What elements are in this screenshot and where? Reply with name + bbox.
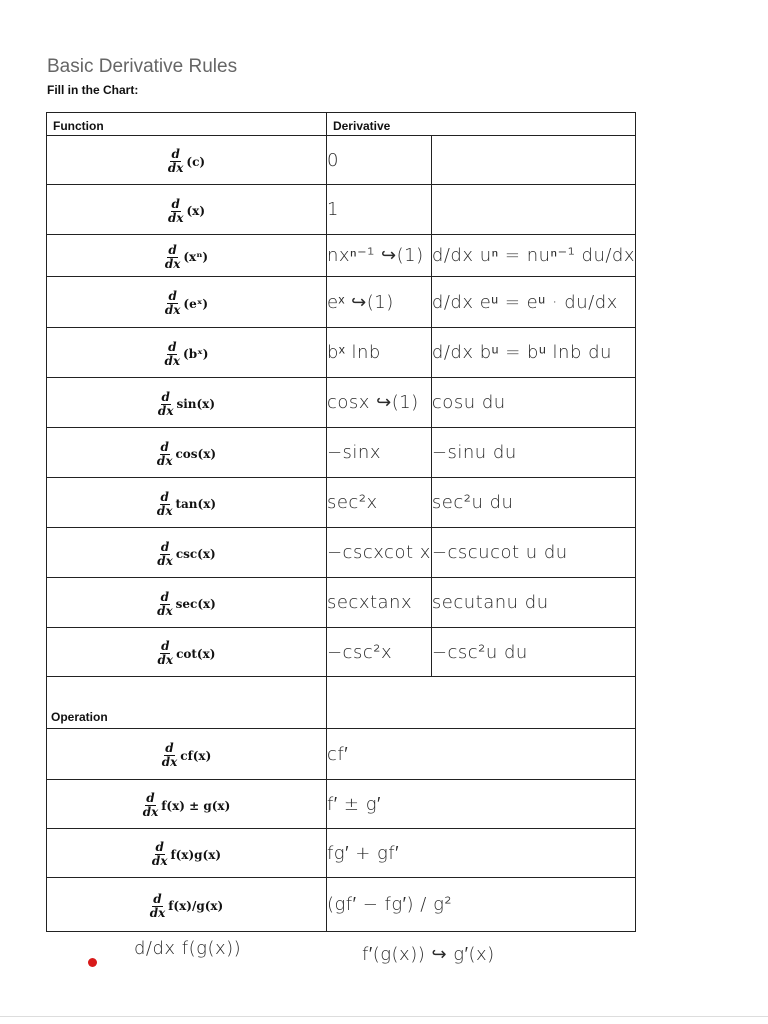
table-row — [47, 578, 636, 628]
fraction-denominator: dx — [157, 603, 173, 618]
page-title: Basic Derivative Rules — [47, 56, 238, 77]
function-argument: csc(x) — [175, 547, 216, 561]
empty-cell — [326, 677, 635, 729]
fraction-denominator: dx — [142, 805, 159, 819]
operation-answer: fg′ + gf′ — [326, 829, 635, 878]
derivative-header: Derivative — [326, 113, 635, 136]
derivative-operator — [157, 541, 215, 567]
function-argument: cot(x) — [176, 646, 216, 661]
fraction-denominator: dx — [151, 854, 168, 868]
fraction-denominator: dx — [156, 453, 173, 468]
function-argument: f(x)g(x) — [170, 847, 222, 862]
derivative-operator — [157, 591, 216, 617]
function-argument: f(x)/g(x) — [168, 899, 224, 913]
fraction-denominator: dx — [164, 303, 181, 317]
table-row — [47, 729, 636, 780]
table-row — [47, 378, 636, 428]
chain-rule-answer: secutanu du — [431, 578, 635, 628]
function-expression — [47, 780, 327, 829]
chart-header-row — [47, 113, 636, 136]
chain-rule-expression: d/dx f(g(x)) — [134, 938, 242, 959]
derivative-operator — [157, 441, 216, 467]
derivative-answer: eˣ ↪(1) — [326, 277, 431, 328]
function-expression — [47, 478, 327, 528]
chain-rule-answer: d/dx uⁿ = nuⁿ⁻¹ du/dx — [431, 235, 635, 277]
fraction-numerator: d — [165, 741, 174, 756]
operation-answer: (gf′ − fg′) / g² — [326, 878, 635, 932]
function-argument: tan(x) — [175, 497, 217, 511]
table-row — [47, 428, 636, 478]
function-argument: (xⁿ) — [183, 250, 209, 264]
operation-header-row — [47, 677, 636, 729]
function-expression — [47, 136, 327, 185]
fraction-numerator: d — [161, 639, 170, 654]
fraction-numerator: d — [161, 389, 170, 404]
derivative-answer: sec²x — [326, 478, 431, 528]
chain-rule-answer: −csc²u du — [431, 628, 635, 677]
chain-rule-answer: sec²u du — [431, 478, 635, 528]
function-expression — [47, 277, 327, 328]
derivative-operator — [162, 742, 212, 768]
chain-rule-answer — [431, 136, 635, 185]
fraction-numerator: d — [168, 339, 177, 354]
function-expression — [47, 378, 327, 428]
fraction-denominator: dx — [157, 653, 174, 667]
fraction-denominator: dx — [157, 553, 173, 568]
function-argument: (eˣ) — [183, 296, 209, 311]
table-row — [47, 528, 636, 578]
fraction-denominator: dx — [161, 755, 178, 769]
function-expression — [47, 878, 327, 932]
function-argument: cf(x) — [180, 748, 212, 763]
fraction-numerator: d — [155, 840, 164, 855]
function-expression — [47, 428, 327, 478]
table-row — [47, 185, 636, 235]
function-expression — [47, 328, 327, 378]
fraction-denominator: dx — [156, 503, 173, 518]
table-row — [47, 780, 636, 829]
fraction-numerator: d — [160, 489, 169, 504]
chart-instruction: Fill in the Chart: — [47, 83, 139, 97]
fraction-numerator: d — [153, 891, 162, 906]
derivative-answer: secxtanx — [326, 578, 431, 628]
fraction-numerator: d — [171, 147, 180, 162]
function-argument: f(x) ± g(x) — [161, 798, 231, 813]
function-argument: (c) — [186, 154, 206, 169]
fraction-denominator: dx — [149, 905, 166, 920]
fraction-denominator: dx — [167, 210, 184, 225]
table-row — [47, 478, 636, 528]
derivative-operator — [150, 893, 224, 919]
derivative-operator — [158, 391, 215, 417]
fraction-numerator: d — [168, 289, 177, 304]
function-argument: cos(x) — [175, 447, 217, 461]
function-expression — [47, 528, 327, 578]
chain-rule-answer: d/dx eᵘ = eᵘ · du/dx — [431, 277, 635, 328]
fraction-denominator: dx — [164, 256, 181, 271]
fraction-numerator: d — [171, 196, 180, 211]
function-expression — [47, 235, 327, 277]
derivative-answer: −csc²x — [326, 628, 431, 677]
table-row — [47, 829, 636, 878]
chain-rule-answer: d/dx bᵘ = bᵘ lnb du — [431, 328, 635, 378]
fraction-numerator: d — [160, 589, 170, 604]
derivative-operator — [157, 491, 216, 517]
fraction-denominator: dx — [167, 161, 184, 175]
derivative-operator — [152, 841, 221, 867]
fraction-denominator: dx — [157, 403, 174, 418]
derivative-answer: 1 — [326, 185, 431, 235]
fraction-numerator: d — [160, 539, 170, 554]
operation-answer: f′ ± g′ — [326, 780, 635, 829]
table-row — [47, 136, 636, 185]
page-edge — [0, 1016, 768, 1017]
function-header: Function — [47, 113, 327, 136]
chain-rule-answer — [431, 185, 635, 235]
derivative-operator — [164, 341, 208, 367]
operation-answer: cf′ — [326, 729, 635, 780]
function-expression — [47, 829, 327, 878]
derivative-operator — [165, 244, 208, 270]
table-row — [47, 277, 636, 328]
table-row — [47, 328, 636, 378]
derivative-answer: bˣ lnb — [326, 328, 431, 378]
bullet-dot — [88, 958, 97, 967]
derivative-answer: nxⁿ⁻¹ ↪(1) — [326, 235, 431, 277]
chain-rule-answer: −cscucot u du — [431, 528, 635, 578]
chain-rule-answer: f′(g(x)) ↪ g′(x) — [362, 944, 495, 965]
chain-rule-answer: −sinu du — [431, 428, 635, 478]
derivative-operator — [168, 148, 205, 174]
derivative-answer: −sinx — [326, 428, 431, 478]
function-expression — [47, 729, 327, 780]
derivative-operator — [143, 792, 231, 818]
table-row — [47, 628, 636, 677]
derivative-answer: cosx ↪(1) — [326, 378, 431, 428]
function-argument: (x) — [186, 204, 206, 218]
derivative-operator — [168, 198, 205, 224]
function-argument: (bˣ) — [183, 347, 209, 361]
function-expression — [47, 578, 327, 628]
function-expression — [47, 185, 327, 235]
derivative-operator — [158, 640, 216, 666]
derivative-answer: 0 — [326, 136, 431, 185]
fraction-numerator: d — [146, 791, 155, 806]
table-row — [47, 235, 636, 277]
chain-rule-answer: cosu du — [431, 378, 635, 428]
function-argument: sec(x) — [175, 597, 216, 611]
derivative-operator — [165, 290, 208, 316]
derivative-answer: −cscxcot x — [326, 528, 431, 578]
fraction-denominator: dx — [164, 353, 181, 368]
fraction-numerator: d — [168, 242, 177, 257]
table-row — [47, 878, 636, 932]
fraction-numerator: d — [160, 439, 169, 454]
function-expression — [47, 628, 327, 677]
operation-header: Operation — [47, 677, 327, 729]
function-argument: sin(x) — [176, 397, 216, 411]
derivative-chart — [46, 112, 636, 932]
